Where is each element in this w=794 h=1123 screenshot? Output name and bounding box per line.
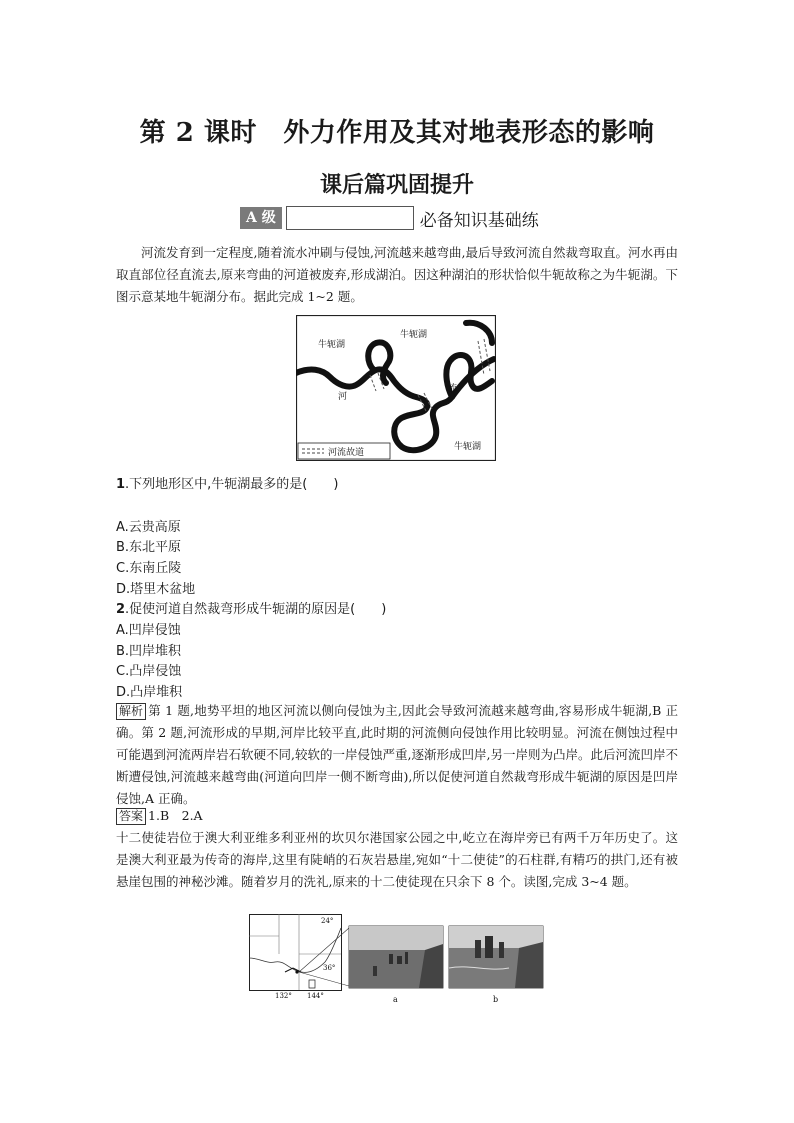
q2-option-b[interactable]: B.凹岸堆积 <box>116 644 182 659</box>
lon-132: 132° <box>275 992 292 1000</box>
legend-label: 河流故道 <box>328 448 365 458</box>
score-box <box>286 206 414 230</box>
answer-text: 1.B 2.A <box>148 808 203 823</box>
analysis-tag: 解析 <box>116 703 146 720</box>
photo-a-label: a <box>393 995 398 1004</box>
question-2-text: .促使河道自然裁弯形成牛轭湖的原因是( ) <box>125 602 387 617</box>
label-oxbow-tr: 牛轭湖 <box>400 330 428 340</box>
q2-option-a[interactable]: A.凹岸侵蚀 <box>116 623 181 638</box>
question-1-text: .下列地形区中,牛轭湖最多的是( ) <box>125 477 339 492</box>
lat-36: 36° <box>323 964 336 972</box>
level-label: 必备知识基础练 <box>419 210 539 231</box>
answer-block <box>116 805 678 827</box>
lon-144: 144° <box>307 992 324 1000</box>
page-subtitle: 课后篇巩固提升 <box>319 172 474 198</box>
q1-option-c[interactable]: C.东南丘陵 <box>116 561 182 576</box>
q1-option-b[interactable]: B.东北平原 <box>116 540 182 555</box>
analysis-block <box>116 700 678 810</box>
label-river-1: 河 <box>338 392 348 402</box>
label-oxbow-tl: 牛轭湖 <box>318 340 346 350</box>
passage-oxbow: 河流发育到一定程度,随着流水冲刷与侵蚀,河流越来越弯曲,最后导致河流自然裁弯取直。河水再由取直部位径直流去,原来弯曲的河道被废弃,形成湖泊。因这种湖泊的形状恰似牛轭故称之为牛轭湖。下图示意某地牛轭湖分布。据此完成 1~2 题。 <box>116 245 678 304</box>
answer-tag: 答案 <box>116 808 146 825</box>
analysis-text: 第 1 题,地势平坦的地区河流以侧向侵蚀为主,因此会导致河流越来越弯曲,容易形成牛轭湖,B 正确。第 2 题,河流形成的早期,河岸比较平直,此时期的河流侧向侵蚀作用比较明显。河流在侧蚀过程中可能遇到河流两岸岩石软硬不同,较软的一岸侵蚀严重,逐渐形成凹岸,另一岸则为凸岸。此后河流凹岸不断遭侵蚀,河流越来越弯曲(河道向凹岸一侧不断弯曲),所以促使河道自然裁弯形成牛轭湖的原因是凹岸侵蚀,A 正确。 <box>116 703 678 806</box>
photo-b-label: b <box>493 995 499 1004</box>
question-1 <box>116 473 338 492</box>
tasmania <box>309 980 315 988</box>
question-2 <box>116 598 386 617</box>
level-badge: A 级 <box>240 207 282 229</box>
page-title: 第 2 课时 外力作用及其对地表形态的影响 <box>139 118 655 148</box>
location-marker <box>295 970 298 973</box>
label-oxbow-br: 牛轭湖 <box>454 442 482 452</box>
oxbow-lake-map <box>296 315 496 461</box>
australia-map <box>250 915 342 991</box>
q1-option-d[interactable]: D.塔里木盆地 <box>116 582 196 597</box>
question-1-number: 1 <box>116 477 126 492</box>
q2-option-c[interactable]: C.凸岸侵蚀 <box>116 664 182 679</box>
question-2-number: 2 <box>116 602 126 617</box>
passage-twelve-apostles: 十二使徒岩位于澳大利亚维多利亚州的坎贝尔港国家公园之中,屹立在海岸旁已有两千万年历史了。这是澳大利亚最为传奇的海岸,这里有陡峭的石灰岩悬崖,宛如“十二使徒”的石柱群,有精巧的拱门,还有被悬崖包围的神秘沙滩。随着岁月的洗礼,原来的十二使徒现在只余下 8 个。读图,完成 3~4 题。 <box>116 830 678 889</box>
label-river-2: 流 <box>448 384 458 394</box>
photo-b <box>449 926 543 988</box>
lat-24: 24° <box>321 917 334 925</box>
photo-a <box>349 926 443 988</box>
level-row <box>240 205 539 231</box>
q1-option-a[interactable]: A.云贵高原 <box>116 520 181 535</box>
twelve-apostles-figure <box>249 914 545 1004</box>
q2-option-d[interactable]: D.凸岸堆积 <box>116 685 183 700</box>
